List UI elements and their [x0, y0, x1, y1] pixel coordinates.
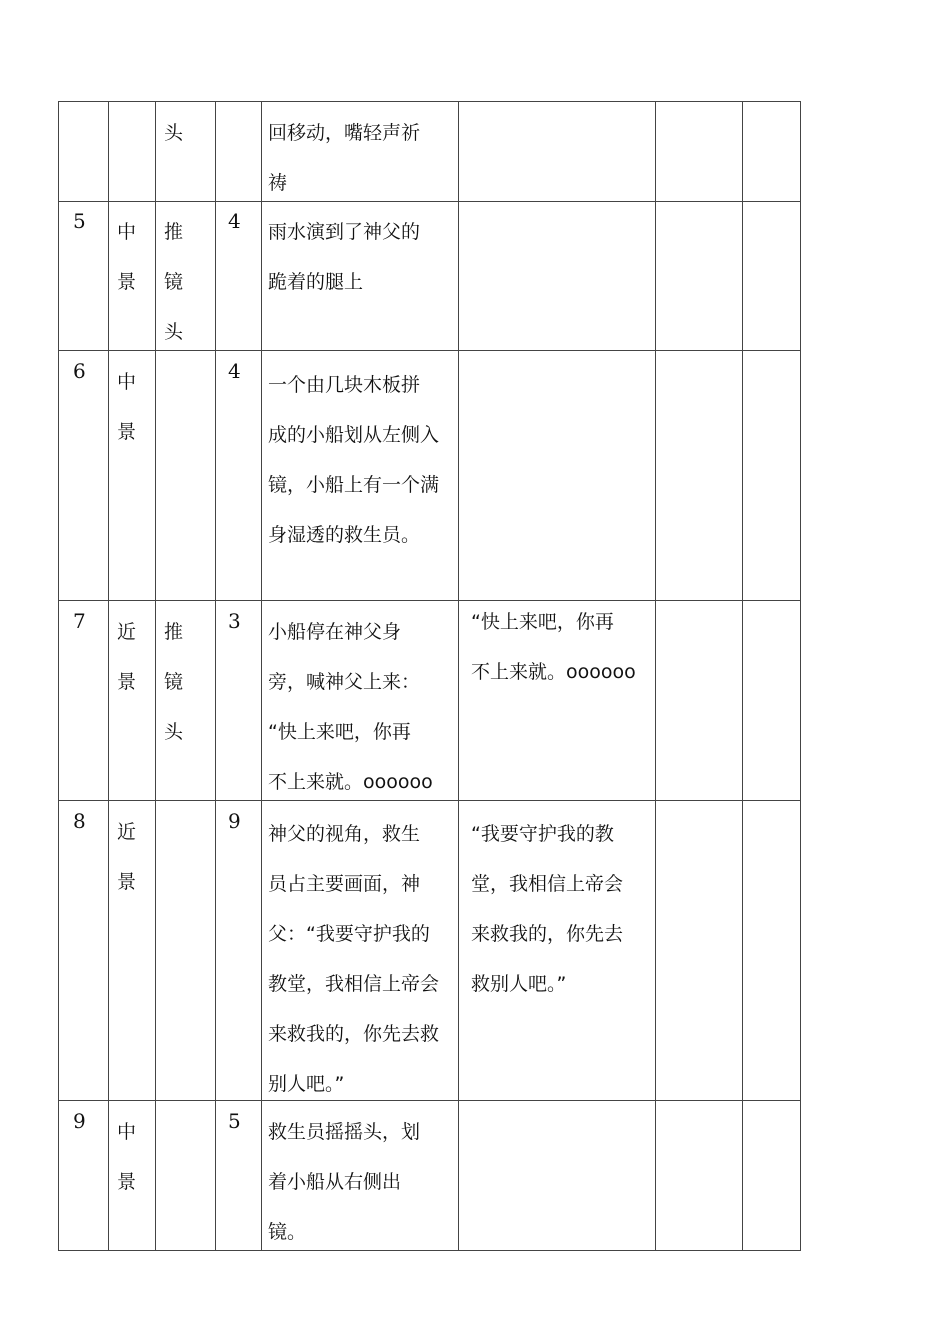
shot-duration: 4: [228, 209, 241, 233]
shot-content: 救生员摇摇头，划 着小船从右侧出 镜。: [268, 1121, 421, 1243]
shot-number-cell: [58, 1101, 108, 1250]
shot-duration: 3: [228, 609, 241, 633]
duration-cell: [215, 1101, 261, 1250]
movement-cell: [155, 201, 215, 350]
sound-cell: [655, 1101, 742, 1250]
shot-number: 9: [73, 1109, 86, 1133]
duration-cell: [215, 102, 261, 201]
table-row: [58, 801, 801, 1101]
scale-cell: [108, 351, 155, 600]
dialogue-cell: [458, 201, 655, 350]
shot-number: 8: [73, 809, 86, 833]
duration-cell: [215, 801, 261, 1100]
sound-cell: [655, 601, 742, 800]
dialogue-cell: [458, 801, 655, 1100]
table-row: [58, 201, 801, 351]
shot-number: 6: [73, 359, 86, 383]
shot-number: 7: [73, 609, 86, 633]
content-cell: [261, 351, 458, 600]
content-cell: [261, 201, 458, 350]
table-row: [58, 351, 801, 601]
movement-cell: [155, 1101, 215, 1250]
shot-content: 一个由几块木板拼 成的小船划从左侧入 镜，小船上有一个满 身湿透的救生员。: [268, 374, 440, 546]
table-row: [58, 1101, 801, 1251]
shot-number: 5: [73, 209, 86, 233]
notes-cell: [742, 801, 801, 1100]
shot-scale: 近 景: [117, 821, 137, 893]
table-row: [58, 601, 801, 801]
shot-duration: 5: [228, 1109, 241, 1133]
notes-cell: [742, 351, 801, 600]
sound-cell: [655, 201, 742, 350]
shot-content: 回移动，嘴轻声祈 祷: [268, 122, 421, 194]
dialogue-cell: [458, 351, 655, 600]
notes-cell: [742, 102, 801, 201]
notes-cell: [742, 1101, 801, 1250]
shot-number-cell: [58, 801, 108, 1100]
notes-cell: [742, 201, 801, 350]
content-cell: [261, 102, 458, 201]
duration-cell: [215, 201, 261, 350]
shot-scale: 中 景: [117, 371, 137, 443]
camera-movement: 头: [164, 122, 184, 144]
content-cell: [261, 601, 458, 800]
camera-movement: 推 镜 头: [164, 621, 184, 743]
scale-cell: [108, 601, 155, 800]
table-row: [58, 101, 801, 202]
notes-cell: [742, 601, 801, 800]
movement-cell: [155, 102, 215, 201]
scale-cell: [108, 801, 155, 1100]
shot-number-cell: [58, 201, 108, 350]
sound-cell: [655, 801, 742, 1100]
shot-content: 神父的视角，救生 员占主要画面，神 父：“我要守护我的 教堂，我相信上帝会 来救我的，你先去救 别人吧。”: [268, 823, 440, 1095]
scale-cell: [108, 201, 155, 350]
sound-cell: [655, 351, 742, 600]
content-cell: [261, 1101, 458, 1250]
shot-content: 小船停在神父身 旁，喊神父上来： “快上来吧，你再 不上来就。oooooo: [268, 621, 433, 793]
shot-dialogue: “我要守护我的教 堂，我相信上帝会 来救我的，你先去 救别人吧。”: [471, 823, 624, 995]
movement-cell: [155, 351, 215, 600]
shot-duration: 9: [228, 809, 241, 833]
scale-cell: [108, 102, 155, 201]
movement-cell: [155, 601, 215, 800]
shot-duration: 4: [228, 359, 241, 383]
shot-number-cell: [58, 351, 108, 600]
shot-number-cell: [58, 102, 108, 201]
movement-cell: [155, 801, 215, 1100]
shot-number-cell: [58, 601, 108, 800]
shot-scale: 近 景: [117, 621, 137, 693]
content-cell: [261, 801, 458, 1100]
dialogue-cell: [458, 601, 655, 800]
dialogue-cell: [458, 1101, 655, 1250]
dialogue-cell: [458, 102, 655, 201]
duration-cell: [215, 351, 261, 600]
camera-movement: 推 镜 头: [164, 221, 184, 343]
shot-scale: 中 景: [117, 221, 137, 293]
shot-scale: 中 景: [117, 1121, 137, 1193]
sound-cell: [655, 102, 742, 201]
duration-cell: [215, 601, 261, 800]
shot-dialogue: “快上来吧，你再 不上来就。oooooo: [471, 611, 636, 683]
shot-content: 雨水演到了神父的 跪着的腿上: [268, 221, 421, 293]
scale-cell: [108, 1101, 155, 1250]
